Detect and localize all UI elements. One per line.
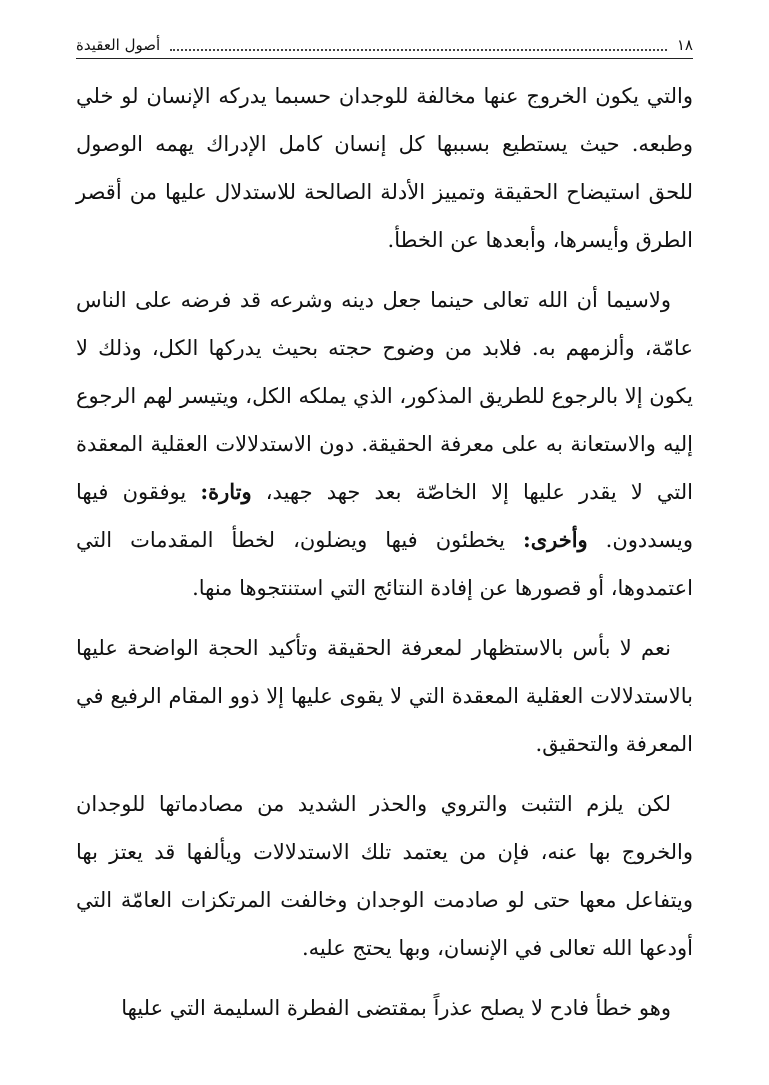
paragraph-2-tail: يخطئون فيها ويضلون، لخطأ المقدمات التي اعتمدوها، أو قصورها عن إفادة النتائج التي استنتجوها منها. (76, 528, 693, 600)
header-rule (76, 58, 693, 59)
paragraph-1-text: والتي يكون الخروج عنها مخالفة للوجدان حسبما يدركه الإنسان لو خلي وطبعه. حيث يستطيع بسببها كل إنسان كامل الإدراك يهمه الوصول للحق استيضاح الحقيقة وتمييز الأدلة الصالحة للاستدلال عليها من أقصر الطرق وأيسرها، وأبعدها عن الخطأ. (76, 84, 694, 252)
running-title: أصول العقيدة (76, 36, 161, 54)
paragraph-2-text: ولاسيما أن الله تعالى حينما جعل دينه وشرعه قد فرضه على الناس عامّة، وألزمهم به. فلابد من وضوح حجته بحيث يدركها الكل، وذلك لا يكون إلا بالرجوع للطريق المذكور، الذي يملكه الكل، ويتيسر لهم الرجوع إليه والاستعانة به على معرفة الحقيقة. دون الاستدلالات العقلية المعقدة التي لا يقدر عليها إلا الخاصّة بعد جهد جهيد، (76, 288, 693, 504)
paragraph-4-text: لكن يلزم التثبت والتروي والحذر الشديد من مصادماتها للوجدان والخروج بها عنه، فإن من يعتمد تلك الاستدلالات ويألفها قد يعتز بها ويتفاعل معها حتى لو صادمت الوجدان وخالفت المرتكزات العامّة التي أودعها الله تعالى في الإنسان، وبها يحتج عليه. (76, 792, 693, 960)
paragraph-2 (76, 276, 693, 612)
page-body (76, 72, 693, 1044)
paragraph-3 (76, 624, 693, 768)
header-dot-leader (170, 48, 667, 51)
paragraph-5 (76, 984, 693, 1032)
paragraph-5-text: وهو خطأ فادح لا يصلح عذراً بمقتضى الفطرة السليمة التي عليها (121, 996, 671, 1020)
paragraph-2-middle: يوفقون فيها ويسددون. (76, 480, 693, 552)
page-number: ١٨ (676, 36, 693, 54)
paragraph-2-bold-term-1: وتارة: (200, 479, 252, 504)
page-header (76, 30, 693, 54)
paragraph-4 (76, 780, 693, 972)
paragraph-1 (76, 72, 693, 264)
paragraph-3-text: نعم لا بأس بالاستظهار لمعرفة الحقيقة وتأكيد الحجة الواضحة عليها بالاستدلالات العقلية المعقدة التي لا يقوى عليها إلا ذوو المقام الرفيع في المعرفة والتحقيق. (76, 636, 693, 756)
paragraph-2-bold-term-2: وأخرى: (522, 527, 588, 552)
